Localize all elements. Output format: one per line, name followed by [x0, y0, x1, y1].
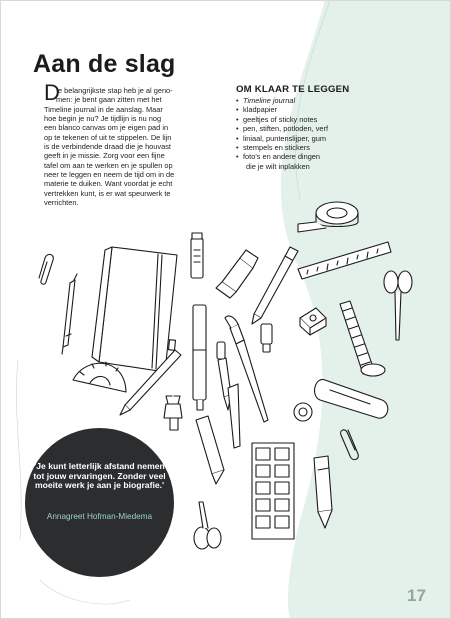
paint-palette-icon	[252, 443, 294, 539]
checklist-title: OM KLAAR TE LEGGEN	[236, 84, 350, 95]
checklist-item-continuation: die je wilt inplakken	[246, 161, 310, 171]
pencil-icon	[62, 274, 77, 354]
quote-circle	[25, 428, 174, 577]
checklist-item: • geeltjes of sticky notes	[236, 114, 318, 124]
intro-line: geeft in je missie. Zorg voor een fijne	[44, 151, 165, 161]
scissors-icon	[194, 502, 221, 549]
sharpener-icon	[300, 308, 326, 335]
marker-icon	[196, 416, 224, 484]
marker-icon	[216, 250, 258, 298]
scissors-icon	[384, 271, 412, 340]
intro-line: materie te duiken. Want voordat je echt	[44, 179, 173, 189]
intro-line: e belangrijkste stap heb je al geno-	[58, 86, 173, 95]
intro-line: een blanco canvas om je eigen pad in	[44, 123, 169, 133]
checklist-item: • pen, stiften, potloden, verf	[236, 124, 329, 134]
intro-dropcap: D	[44, 80, 60, 105]
intro-line: verrichten.	[44, 198, 79, 208]
intro-line: vertrekken kunt, is er wat speurwerk te	[44, 188, 171, 198]
protractor-icon	[73, 362, 126, 392]
brush-icon	[228, 384, 240, 448]
paperclip-icon	[341, 430, 359, 460]
quote-author: Annagreet Hofman-Miedema	[46, 512, 153, 521]
page-number: 17	[407, 586, 426, 605]
pull-quote: 'Je kunt letterlijk afstand nemen tot jouw ervaringen. Zonder veel moeite werk je aan je biografie.'	[33, 461, 166, 491]
washi-tape-icon	[340, 301, 385, 376]
intro-line: op te tekenen of uit te stippelen. De lijn	[44, 132, 172, 142]
eraser-icon	[261, 324, 272, 352]
stamp-icon	[294, 403, 312, 421]
checklist-item: • foto's en andere dingen	[236, 152, 321, 162]
checklist-item: • Timeline journal	[236, 96, 296, 105]
glue-stick-icon	[191, 233, 203, 278]
marker-icon	[193, 305, 206, 410]
checklist-item: • liniaal, puntenslijper, gum	[236, 133, 326, 143]
binder-clip-icon	[164, 396, 182, 430]
glue-stick-icon	[314, 456, 332, 528]
pencil-case-icon	[315, 379, 388, 418]
intro-line: Timeline journal in de aanslag. Maar	[44, 104, 163, 114]
checklist-item: • stempels en stickers	[236, 143, 310, 153]
page-title: Aan de slag	[33, 50, 176, 78]
intro-line: is de verbindende draad die je houvast	[44, 142, 171, 152]
intro-line: tafel om aan te werken en je spullen op	[44, 160, 173, 170]
notebook-icon	[92, 247, 177, 372]
intro-line: men: je bent gaan zitten met het	[56, 95, 162, 105]
pen-icon	[252, 247, 298, 324]
tape-icon	[298, 202, 358, 232]
ruler-icon	[298, 242, 391, 279]
checklist-item: • kladpapier	[236, 105, 278, 115]
intro-line: neer te leggen en neem de tijd om in de	[44, 170, 175, 180]
paperclip-icon	[39, 254, 53, 284]
intro-line: hoe begin je nu? Je tijdlijn is nu nog	[44, 114, 162, 124]
